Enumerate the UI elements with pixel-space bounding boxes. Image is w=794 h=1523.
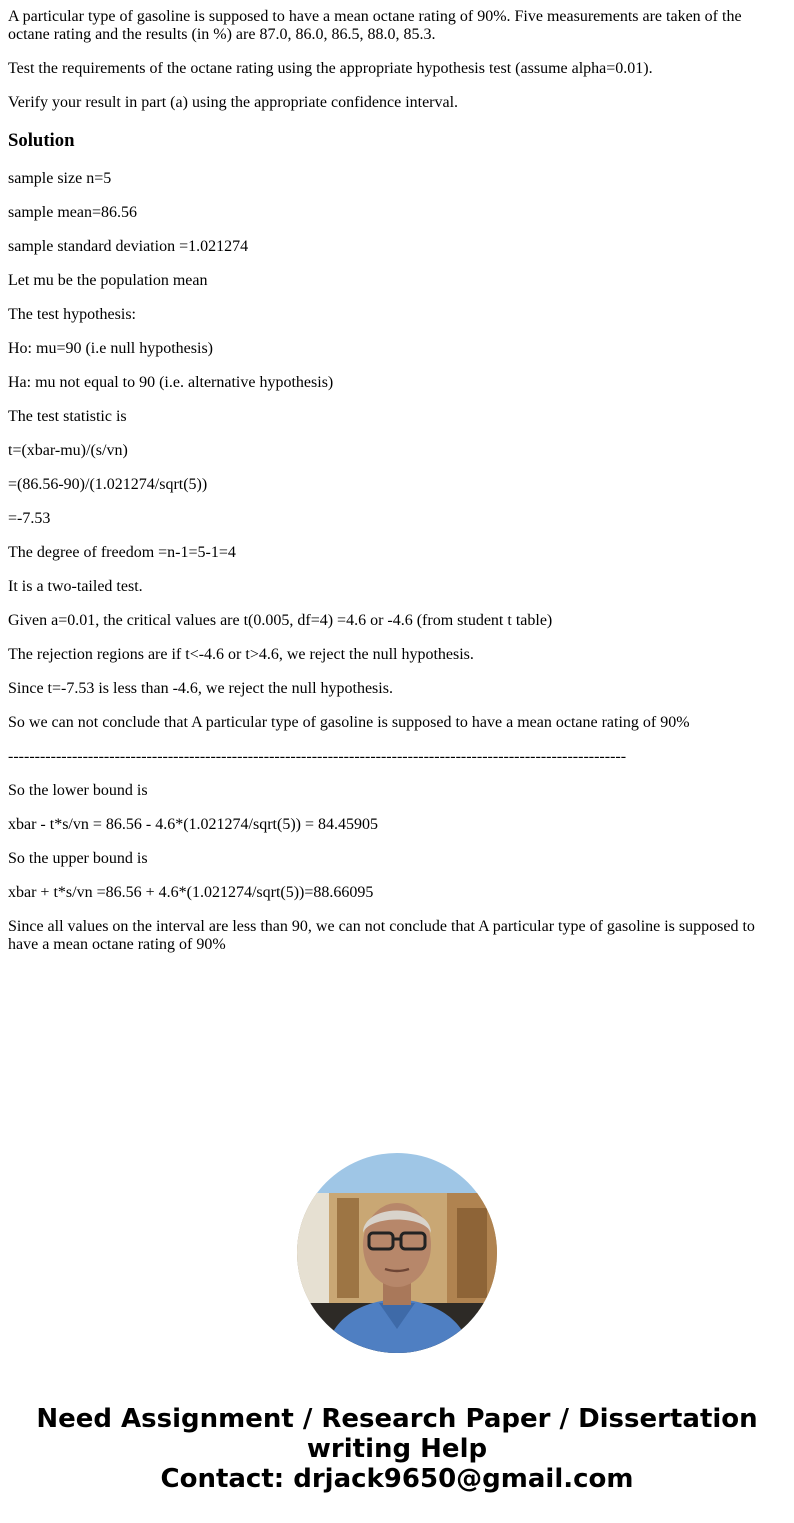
question-part-a: Test the requirements of the octane rating using the appropriate hypothesis test (assume alpha=0.01). [8, 60, 653, 77]
solution-line: It is a two-tailed test. [8, 578, 143, 595]
solution-line: So the lower bound is [8, 782, 148, 799]
solution-line: Given a=0.01, the critical values are t(0.005, df=4) =4.6 or -4.6 (from student t table) [8, 612, 553, 629]
solution-line: The test statistic is [8, 408, 127, 425]
contact-email: Contact: drjack9650@gmail.com [160, 1464, 634, 1494]
solution-line: Ha: mu not equal to 90 (i.e. alternative hypothesis) [8, 374, 334, 391]
question-intro: A particular type of gasoline is supposed to have a mean octane rating of 90%. Five measurements are taken of the octane rating and the results (in %) are 87.0, 86.0, 86.5, 88.0, 85.3. [8, 8, 742, 43]
solution-heading: Solution [8, 130, 75, 151]
solution-line: =-7.53 [8, 510, 51, 527]
solution-line: The degree of freedom =n-1=5-1=4 [8, 544, 236, 561]
solution-line: =(86.56-90)/(1.021274/sqrt(5)) [8, 476, 208, 493]
author-avatar [297, 1153, 497, 1353]
dashed-divider: -------------------------------------------------------------------------------------------------------------------- [8, 748, 627, 765]
question-part-b: Verify your result in part (a) using the appropriate confidence interval. [8, 94, 459, 111]
solution-line: Since t=-7.53 is less than -4.6, we reject the null hypothesis. [8, 680, 393, 697]
solution-line: Ho: mu=90 (i.e null hypothesis) [8, 340, 214, 357]
solution-line: xbar - t*s/vn = 86.56 - 4.6*(1.021274/sqrt(5)) = 84.45905 [8, 816, 379, 833]
contact-banner [0, 1404, 794, 1494]
solution-line: t=(xbar-mu)/(s/vn) [8, 442, 128, 459]
solution-line: xbar + t*s/vn =86.56 + 4.6*(1.021274/sqrt(5))=88.66095 [8, 884, 374, 901]
solution-line: The rejection regions are if t<-4.6 or t>4.6, we reject the null hypothesis. [8, 646, 474, 663]
solution-line: sample size n=5 [8, 170, 112, 187]
banner-line-2: writing Help [306, 1434, 488, 1464]
solution-line: sample standard deviation =1.021274 [8, 238, 249, 255]
solution-line: Let mu be the population mean [8, 272, 208, 289]
solution-line: So we can not conclude that A particular type of gasoline is supposed to have a mean octane rating of 90% [8, 714, 690, 731]
solution-line: The test hypothesis: [8, 306, 136, 323]
solution-line: Since all values on the interval are less than 90, we can not conclude that A particular type of gasoline is supposed to have a mean octane rating of 90% [8, 918, 755, 953]
document-body [8, 8, 786, 970]
banner-line-1: Need Assignment / Research Paper / Dissertation [36, 1404, 758, 1434]
solution-line: So the upper bound is [8, 850, 148, 867]
solution-line: sample mean=86.56 [8, 204, 137, 221]
